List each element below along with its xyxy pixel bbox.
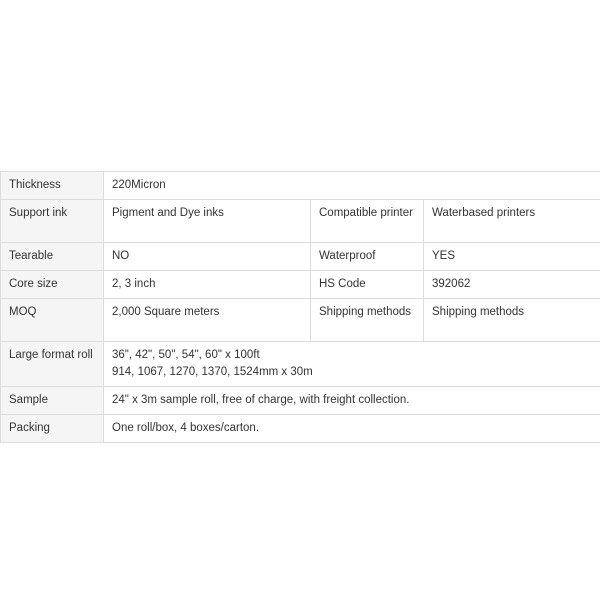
row-label-shipping-methods: Shipping methods (311, 299, 424, 342)
row-label-waterproof: Waterproof (311, 243, 424, 271)
table-row (1, 172, 600, 200)
large-format-roll-imperial: 36", 42", 50", 54", 60" x 100ft (112, 349, 260, 361)
row-label-thickness: Thickness (1, 172, 104, 200)
row-label-compatible-printer: Compatible printer (311, 200, 424, 243)
row-label-sample: Sample (1, 387, 104, 415)
row-value-moq: 2,000 Square meters (104, 299, 311, 342)
row-label-tearable: Tearable (1, 243, 104, 271)
table-row (1, 271, 600, 299)
row-value-waterproof: YES (424, 243, 600, 271)
row-label-support-ink: Support ink (1, 200, 104, 243)
row-value-compatible-printer: Waterbased printers (424, 200, 600, 243)
table-row (1, 415, 600, 443)
row-label-hs-code: HS Code (311, 271, 424, 299)
table-row (1, 342, 600, 387)
row-label-moq: MOQ (1, 299, 104, 342)
row-value-shipping-methods: Shipping methods (424, 299, 600, 342)
row-value-large-format-roll (104, 342, 600, 387)
table-row (1, 200, 600, 243)
large-format-roll-metric: 914, 1067, 1270, 1370, 1524mm x 30m (112, 366, 313, 378)
row-value-support-ink: Pigment and Dye inks (104, 200, 311, 243)
row-value-hs-code: 392062 (424, 271, 600, 299)
table-row (1, 243, 600, 271)
row-label-core-size: Core size (1, 271, 104, 299)
table-row (1, 387, 600, 415)
row-label-packing: Packing (1, 415, 104, 443)
table-row (1, 299, 600, 342)
row-label-large-format-roll: Large format roll (1, 342, 104, 387)
spec-table (0, 171, 600, 443)
row-value-thickness: 220Micron (104, 172, 600, 200)
row-value-core-size: 2, 3 inch (104, 271, 311, 299)
row-value-sample: 24" x 3m sample roll, free of charge, with freight collection. (104, 387, 600, 415)
row-value-packing: One roll/box, 4 boxes/carton. (104, 415, 600, 443)
row-value-tearable: NO (104, 243, 311, 271)
